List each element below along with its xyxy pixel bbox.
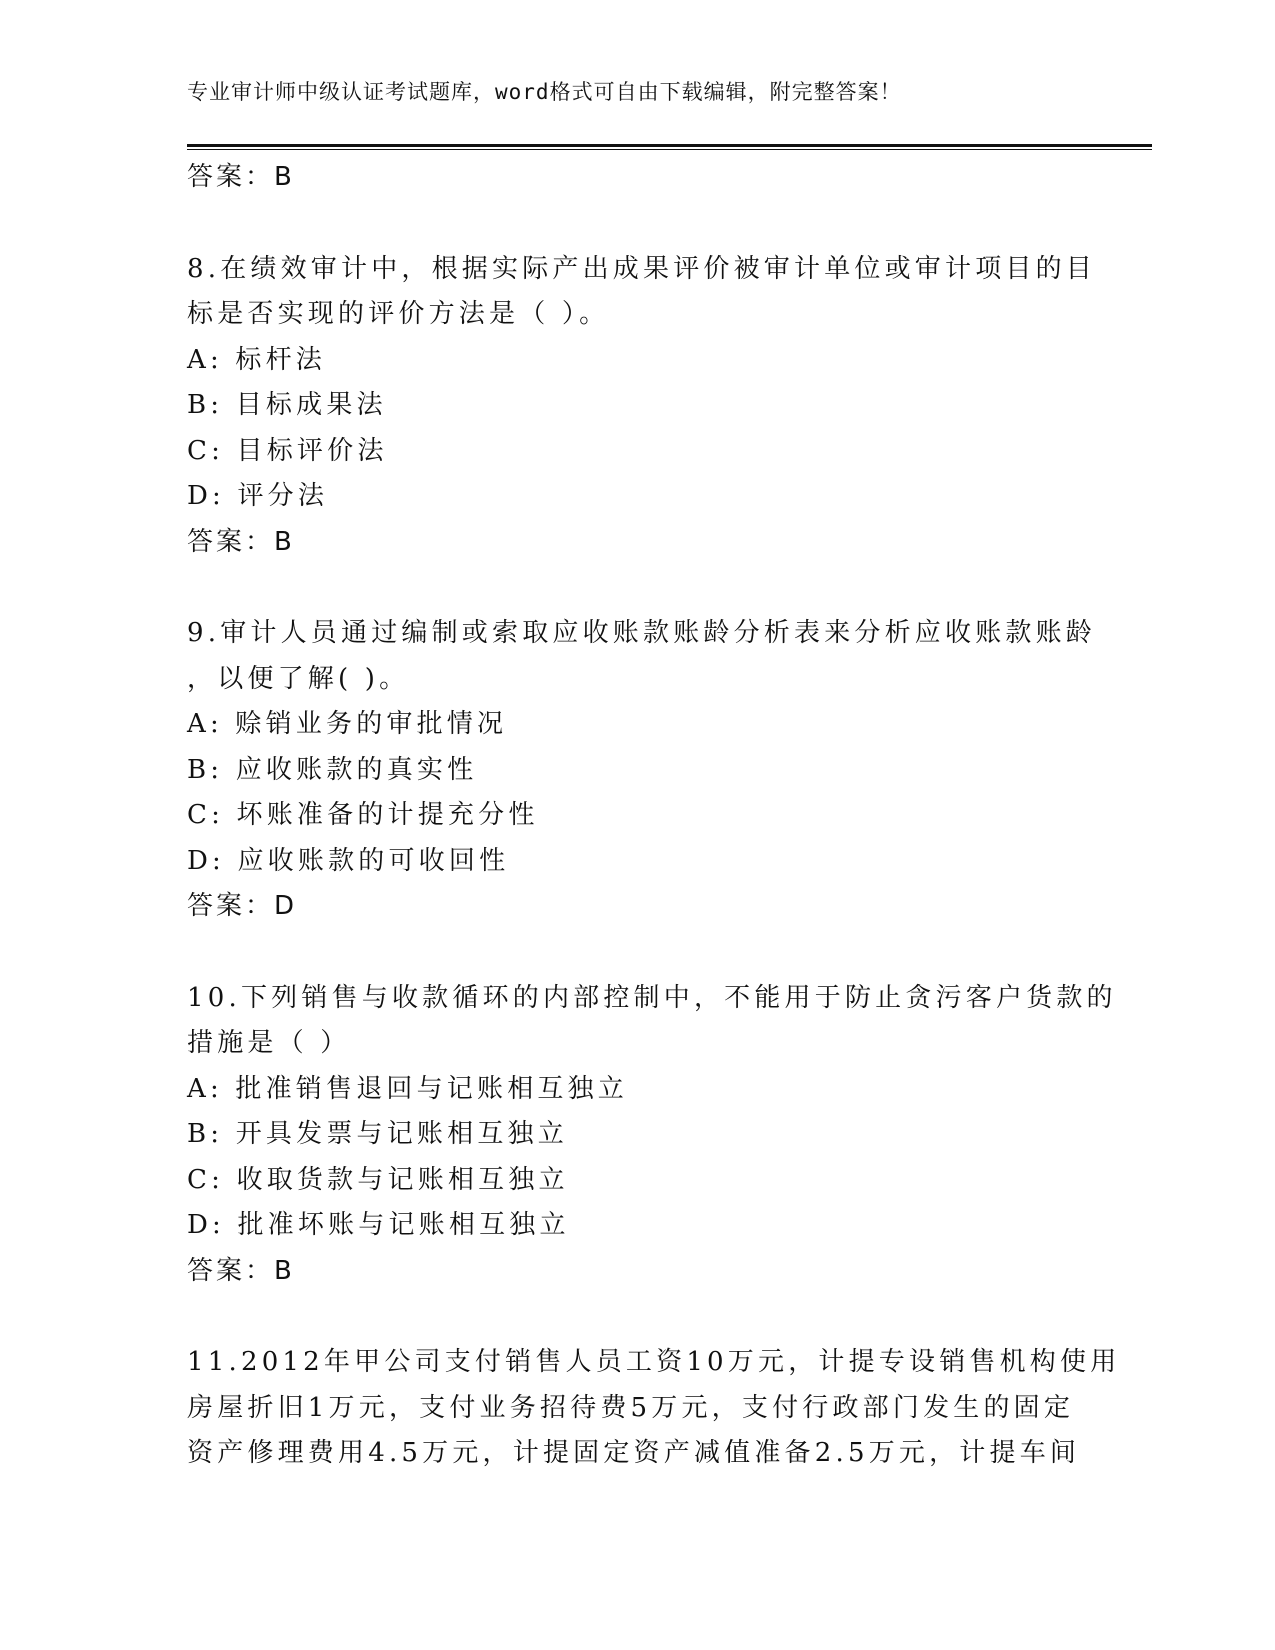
option-d: D: 应收账款的可收回性	[187, 845, 510, 876]
option-a: A: 赊销业务的审批情况	[187, 709, 508, 739]
question-text-line: 资产修理费用4.5万元，计提固定资产减值准备2.5万元，计提车间	[187, 1438, 1081, 1468]
spacer	[187, 1294, 1087, 1340]
option-c: C: 收取货款与记账相互独立	[187, 1164, 569, 1195]
question-text-line: 措施是（ ）	[187, 1028, 351, 1058]
option-b: B: 目标成果法	[187, 390, 387, 420]
header-rule-thick	[187, 144, 1152, 147]
question-10	[187, 976, 1117, 1295]
document-body	[187, 155, 1121, 1477]
question-9	[187, 611, 1097, 930]
question-text-line: 10.下列销售与收款循环的内部控制中，不能用于防止贪污客户货款的	[187, 982, 1117, 1013]
page-header: 专业审计师中级认证考试题库，word格式可自由下载编辑，附完整答案！	[187, 80, 902, 104]
prev-answer: 答案：B	[187, 162, 295, 192]
option-b: B: 开具发票与记账相互独立	[187, 1119, 568, 1149]
option-b: B: 应收账款的真实性	[187, 754, 478, 785]
header-rule-thin	[187, 149, 1152, 150]
option-c: C: 坏账准备的计提充分性	[187, 800, 539, 830]
option-c: C: 目标评价法	[187, 435, 388, 466]
spacer	[187, 565, 1087, 611]
option-a: A: 批准销售退回与记账相互独立	[187, 1073, 629, 1104]
question-text-line: ，以便了解( )。	[187, 663, 410, 694]
question-text-line: 标是否实现的评价方法是（ ）。	[187, 299, 610, 329]
question-text-line: 9.审计人员通过编制或索取应收账款账龄分析表来分析应收账款账龄	[187, 618, 1097, 648]
question-11	[187, 1340, 1121, 1477]
question-text-line: 11.2012年甲公司支付销售人员工资10万元，计提专设销售机构使用	[187, 1347, 1121, 1377]
answer: 答案：D	[187, 891, 298, 921]
answer: 答案：B	[187, 1255, 295, 1286]
question-text-line: 房屋折旧1万元，支付业务招待费5万元，支付行政部门发生的固定	[187, 1392, 1075, 1423]
option-d: D: 评分法	[187, 481, 329, 511]
option-a: A: 标杆法	[187, 344, 327, 375]
spacer	[187, 930, 1087, 976]
option-d: D: 批准坏账与记账相互独立	[187, 1210, 570, 1240]
question-8	[187, 247, 1097, 566]
question-text-line: 8.在绩效审计中，根据实际产出成果评价被审计单位或审计项目的目	[187, 253, 1097, 284]
answer: 答案：B	[187, 526, 295, 557]
spacer	[187, 201, 1087, 247]
